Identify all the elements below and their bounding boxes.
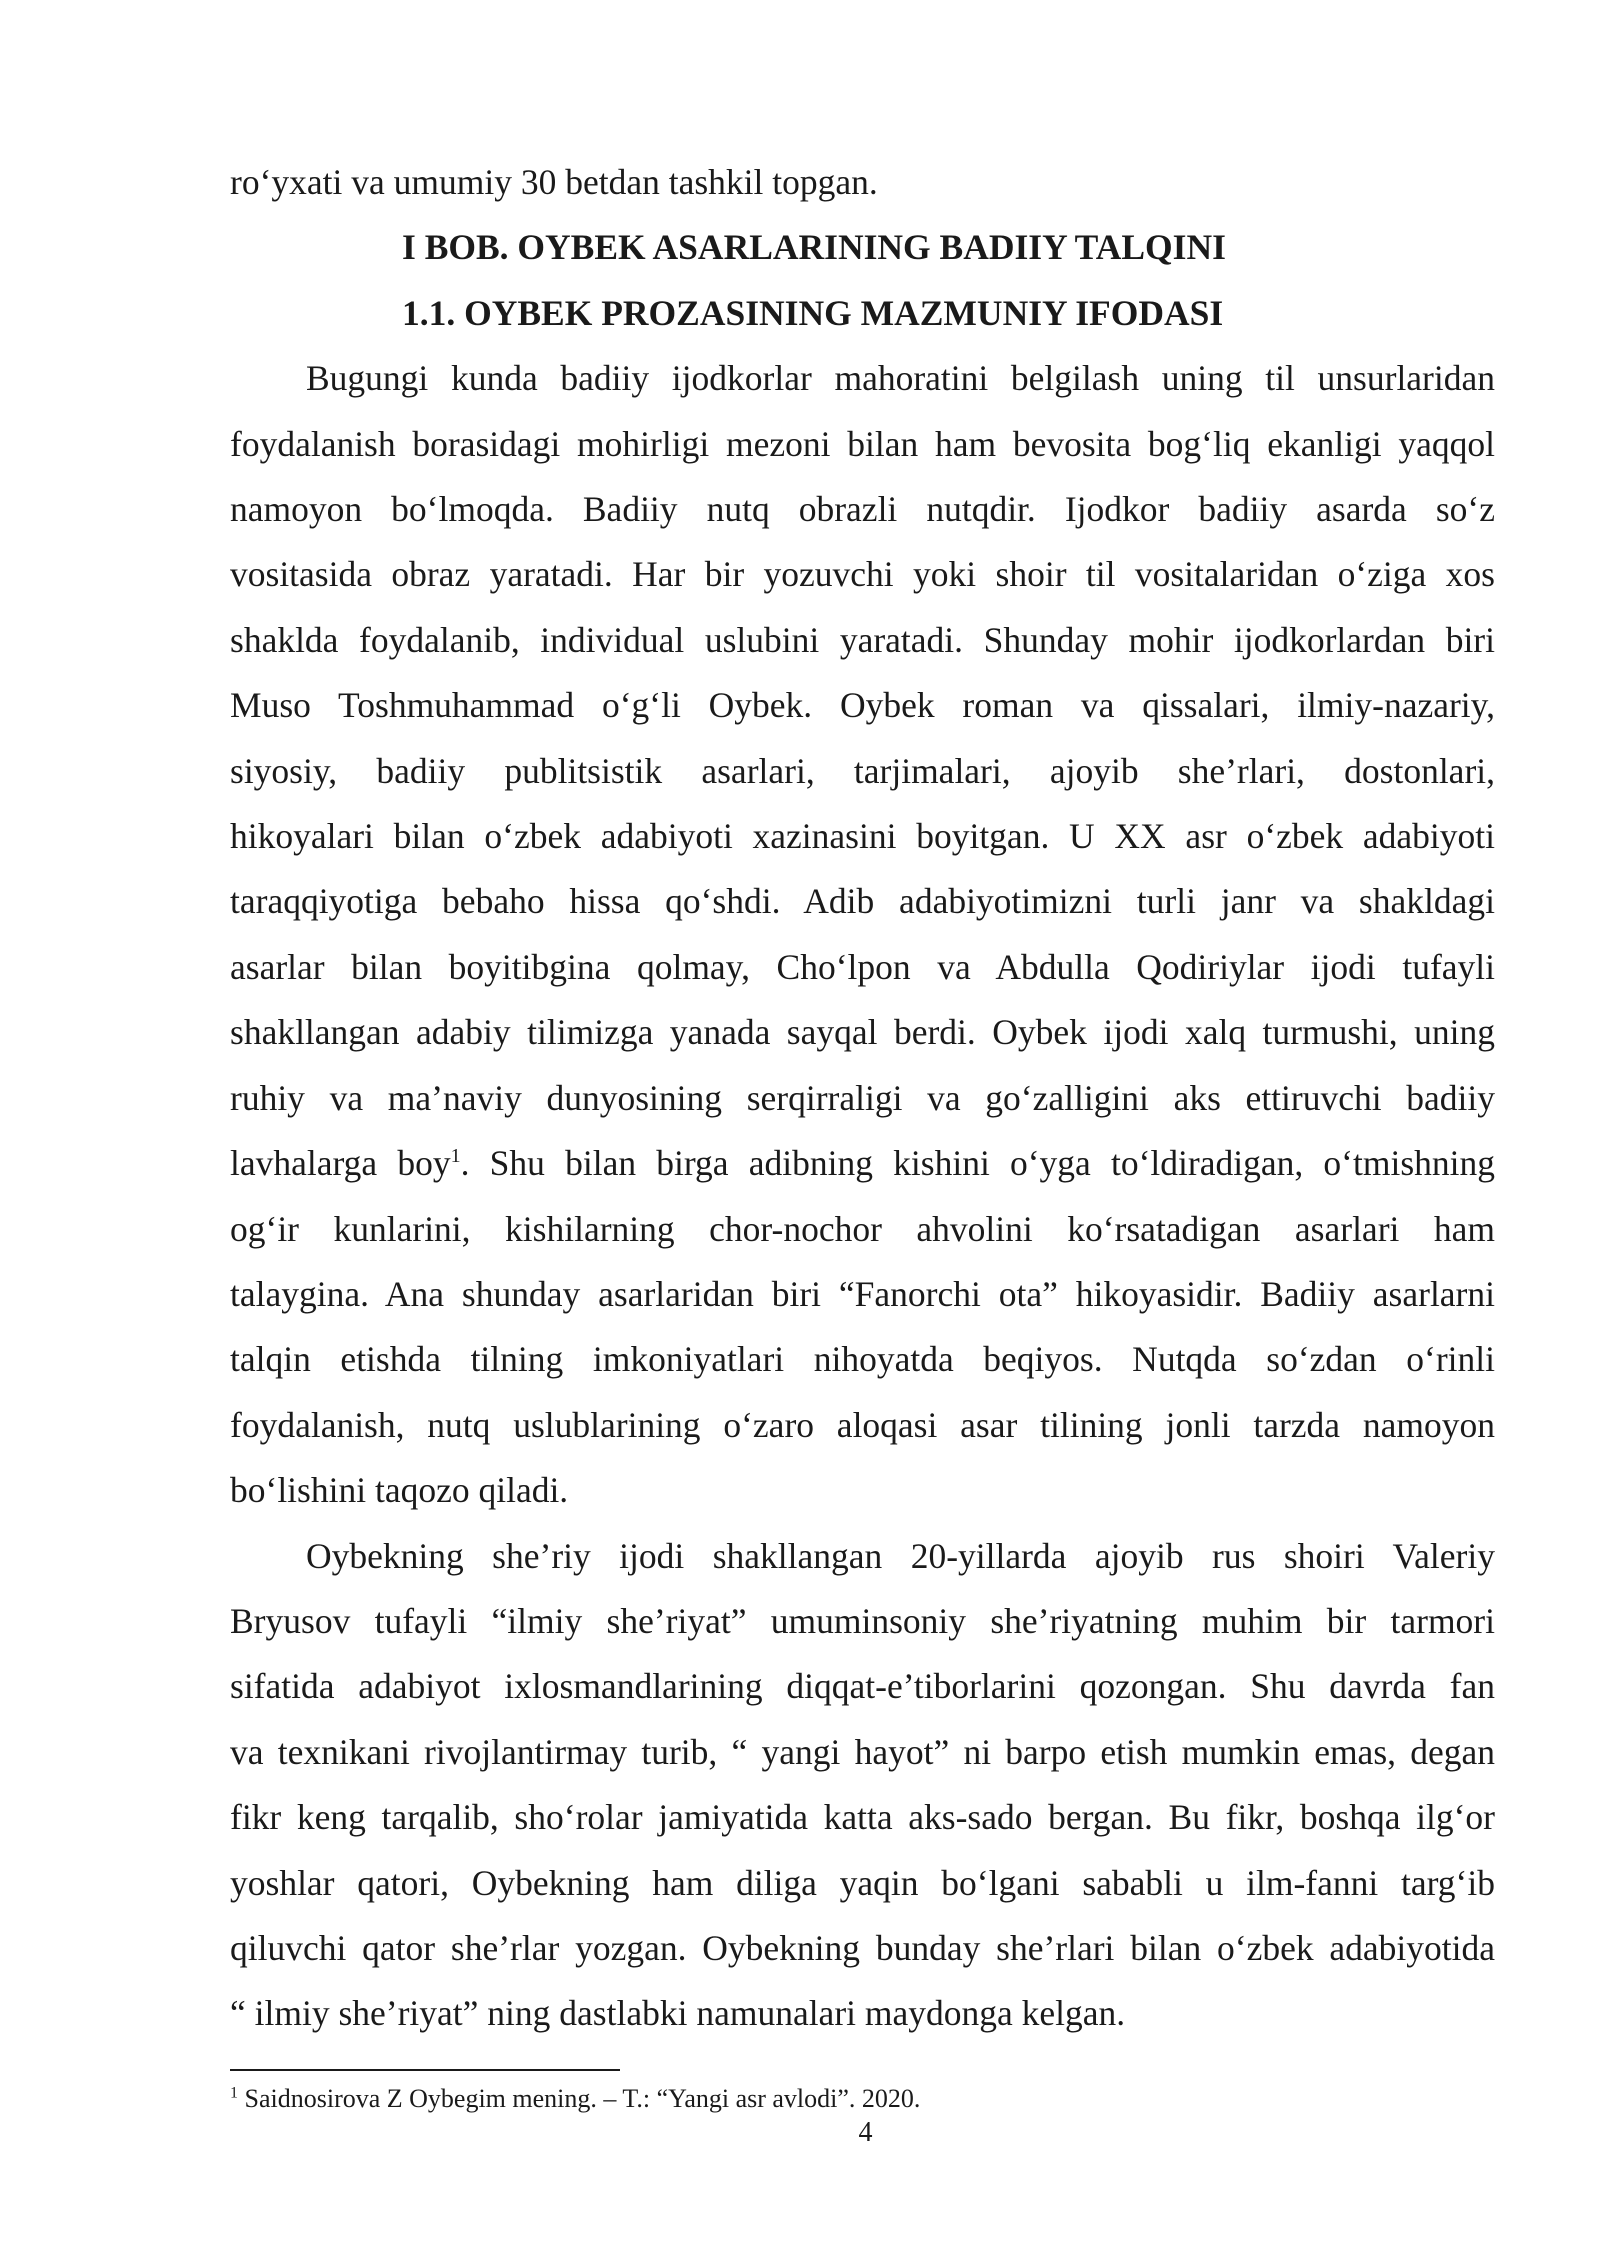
section-heading: 1.1. OYBEK PROZASINING MAZMUNIY IFODASI <box>402 292 1224 333</box>
paragraph-line: taraqqiyotiga bebaho hissa qo‘shdi. Adib adabiyotimizni turli janr va shakldagi <box>230 881 1495 922</box>
paragraph-line: va texnikani rivojlantirmay turib, “ yangi hayot” ni barpo etish mumkin emas, degan <box>230 1731 1495 1772</box>
paragraph-line: Oybekning she’riy ijodi shakllangan 20-yillarda ajoyib rus shoiri Valeriy <box>306 1535 1495 1576</box>
paragraph-line: siyosiy, badiiy publitsistik asarlari, tarjimalari, ajoyib she’rlari, dostonlari, <box>230 750 1495 791</box>
paragraph-line: vositasida obraz yaratadi. Har bir yozuvchi yoki shoir til vositalaridan o‘ziga xos <box>230 554 1495 595</box>
paragraph-2 <box>230 1524 1495 2047</box>
footnote-line-start: lavhalarga boy <box>230 1143 451 1184</box>
document-page <box>230 150 1495 2047</box>
paragraph-line: talqin etishda tilning imkoniyatlari nihoyatda beqiyos. Nutqda so‘zdan o‘rinli <box>230 1339 1495 1380</box>
paragraph-line: og‘ir kunlarini, kishilarning chor-nochor ahvolini ko‘rsatadigan asarlari ham <box>230 1208 1495 1249</box>
intro-line: ro‘yxati va umumiy 30 betdan tashkil topgan. <box>230 162 878 202</box>
paragraph-line-with-footnote <box>230 1131 1495 1196</box>
paragraph-line: Bryusov tufayli “ilmiy she’riyat” umuminsoniy she’riyatning muhim bir tarmori <box>230 1600 1495 1641</box>
paragraph-line: Bugungi kunda badiiy ijodkorlar mahoratini belgilash uning til unsurlaridan <box>306 358 1495 399</box>
paragraph-line: hikoyalari bilan o‘zbek adabiyoti xazinasini boyitgan. U XX asr o‘zbek adabiyoti <box>230 816 1495 857</box>
paragraph-last-line: bo‘lishini taqozo qiladi. <box>230 1470 569 1511</box>
paragraph-line: ruhiy va ma’naviy dunyosining serqirraligi va go‘zalligini aks ettiruvchi badiiy <box>230 1077 1495 1118</box>
paragraph-line: foydalanish borasidagi mohirligi mezoni bilan ham bevosita bog‘liq ekanligi yaqqol <box>230 423 1495 464</box>
chapter-heading: I BOB. OYBEK ASARLARINING BADIIY TALQINI <box>402 227 1226 268</box>
paragraph-line: shaklda foydalanib, individual uslubini yaratadi. Shunday mohir ijodkorlardan biri <box>230 619 1495 660</box>
paragraph-line: namoyon bo‘lmoqda. Badiiy nutq obrazli nutqdir. Ijodkor badiiy asarda so‘z <box>230 489 1495 530</box>
paragraph-line: talaygina. Ana shunday asarlaridan biri “Fanorchi ota” hikoyasidir. Badiiy asarlarni <box>230 1273 1495 1314</box>
paragraph-line: foydalanish, nutq uslublarining o‘zaro aloqasi asar tilining jonli tarzda namoyon <box>230 1404 1495 1445</box>
page-number: 4 <box>858 2117 873 2148</box>
footnote <box>230 2082 920 2116</box>
paragraph-line: yoshlar qatori, Oybekning ham diliga yaqin bo‘lgani sababli u ilm-fanni targ‘ib <box>230 1862 1495 1903</box>
footnote-separator <box>230 2069 620 2071</box>
footnote-text: Saidnosirova Z Oybegim mening. – T.: “Yangi asr avlodi”. 2020. <box>238 2084 921 2113</box>
footnote-marker: 1 <box>230 2084 238 2102</box>
paragraph-line: sifatida adabiyot ixlosmandlarining diqqat-e’tiborlarini qozongan. Shu davrda fan <box>230 1666 1495 1707</box>
paragraph-line: fikr keng tarqalib, sho‘rolar jamiyatida katta aks-sado bergan. Bu fikr, boshqa ilg‘or <box>230 1797 1495 1838</box>
footnote-reference: 1 <box>450 1145 461 1168</box>
paragraph-line: shakllangan adabiy tilimizga yanada sayqal berdi. Oybek ijodi xalq turmushi, uning <box>230 1012 1495 1053</box>
paragraph-line: Muso Toshmuhammad o‘g‘li Oybek. Oybek roman va qissalari, ilmiy-nazariy, <box>230 685 1495 726</box>
footnote-line-end: . Shu bilan birga adibning kishini o‘yga to‘ldiradigan, o‘tmishning <box>460 1143 1495 1184</box>
paragraph-line: asarlar bilan boyitibgina qolmay, Cho‘lpon va Abdulla Qodiriylar ijodi tufayli <box>230 946 1495 987</box>
paragraph-1 <box>230 346 1495 1523</box>
paragraph-last-line: “ ilmiy she’riyat” ning dastlabki namunalari maydonga kelgan. <box>230 1993 1126 2034</box>
paragraph-line: qiluvchi qator she’rlar yozgan. Oybekning bunday she’rlari bilan o‘zbek adabiyotida <box>230 1927 1495 1968</box>
